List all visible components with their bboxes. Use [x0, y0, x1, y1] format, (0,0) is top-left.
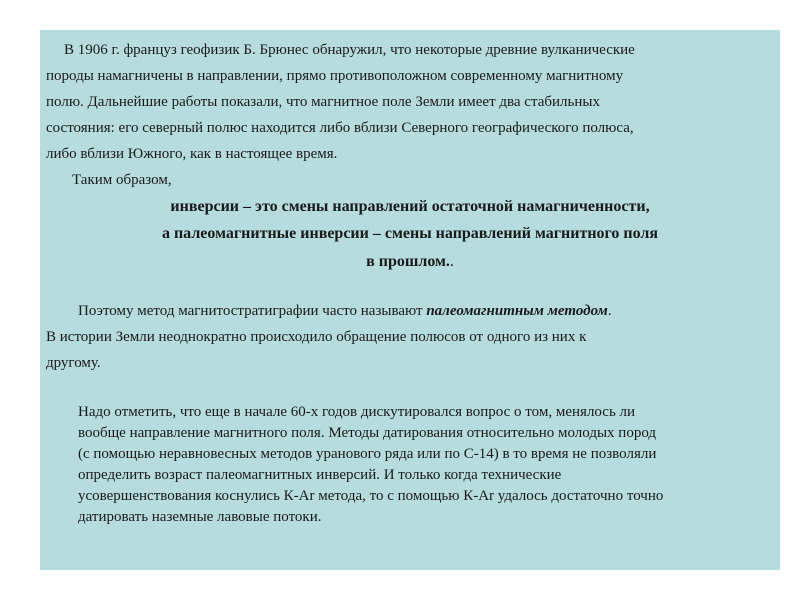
paragraph1-line: породы намагничены в направлении, прямо противоположном современному магнитному	[46, 68, 624, 84]
paragraph1-line: В 1906 г. француз геофизик Б. Брюнес обнаружил, что некоторые древние вулканические	[64, 42, 635, 58]
paragraph3-prefix: Поэтому метод магнитостратиграфии часто называют	[78, 303, 427, 319]
definition-line: а палеомагнитные инверсии – смены направлений магнитного поля	[161, 225, 659, 242]
paragraph2-intro: Таким образом,	[72, 172, 172, 188]
definition-line-text: в прошлом.	[366, 253, 450, 270]
paragraph1-line: полю. Дальнейшие работы показали, что магнитное поле Земли имеет два стабильных	[46, 94, 600, 110]
paragraph3-suffix: .	[607, 303, 612, 319]
slide	[40, 30, 780, 570]
paragraph4-line: определить возраст палеомагнитных инверсий. И только когда технические	[78, 467, 562, 483]
paragraph3-line3: другому.	[46, 355, 101, 371]
paragraph3-line1	[78, 301, 612, 321]
paleomagnetic-method-term: палеомагнитным методом	[426, 303, 608, 319]
paragraph3-line2: В истории Земли неоднократно происходило обращение полюсов от одного из них к	[46, 329, 587, 345]
paragraph1-line: либо вблизи Южного, как в настоящее время.	[46, 146, 338, 162]
paragraph4-line: усовершенствования коснулись К-Ar метода, то с помощью К-Ar удалось достаточно точно	[78, 488, 664, 504]
paragraph4-line: вообще направление магнитного поля. Методы датирования относительно молодых пород	[78, 425, 657, 441]
paragraph4-line: (с помощью неравновесных методов уранового ряда или по С-14) в то время не позволяли	[78, 446, 657, 462]
definition-line-last	[40, 252, 780, 272]
definition-trailing-dot: .	[449, 253, 454, 270]
paragraph4-line: Надо отметить, что еще в начале 60-х годов дискутировался вопрос о том, менялось ли	[78, 404, 636, 420]
paragraph1-line: состояния: его северный полюс находится либо вблизи Северного географического полюса,	[46, 120, 634, 136]
definition-line: инверсии – это смены направлений остаточной намагниченности,	[170, 198, 650, 215]
paragraph4-line: датировать наземные лавовые потоки.	[78, 509, 322, 525]
